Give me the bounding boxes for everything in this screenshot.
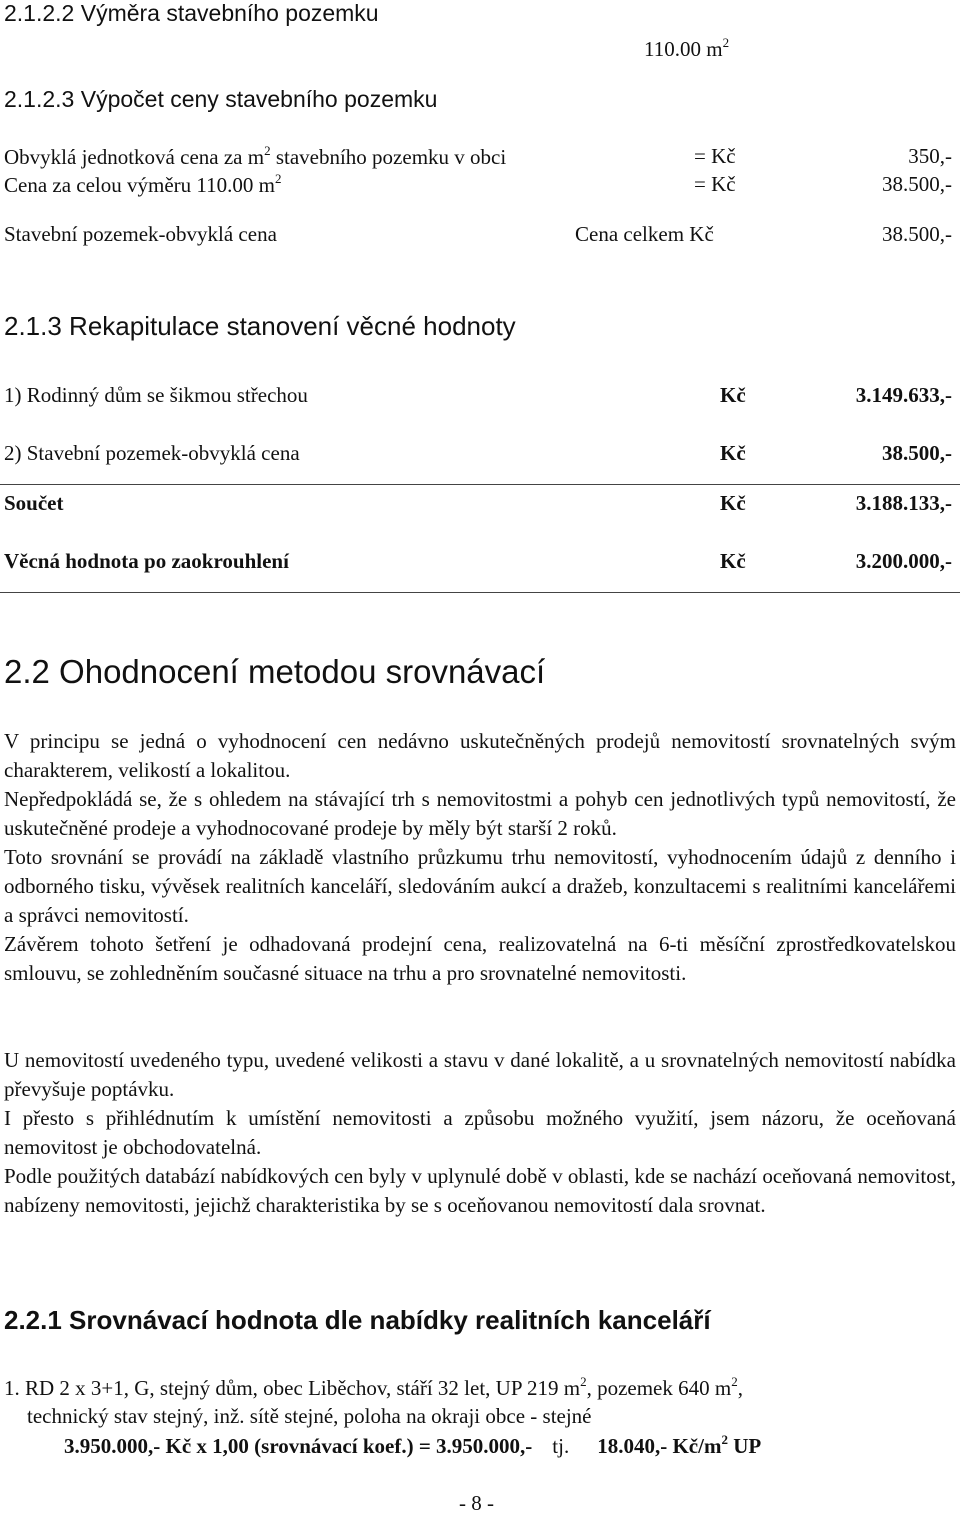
recap-row-house-value: 3.149.633,-	[855, 383, 952, 407]
recap-rounded-value: 3.200.000,-	[855, 549, 952, 573]
area-price-currency: = Kč	[694, 172, 736, 196]
page-number: - 8 -	[459, 1491, 494, 1515]
area-price-value: 38.500,-	[882, 172, 952, 196]
recap-row-house-currency: Kč	[720, 383, 746, 407]
section-heading-2-1-2-2: 2.1.2.2 Výměra stavebního pozemku	[4, 0, 379, 26]
paragraph-marketability: I přesto s přihlédnutím k umístění nemovitosti a způsobu možného využití, jsem názoru, že oceňovaná nemovitost je obchodovatelná.	[4, 1106, 956, 1159]
recap-rounded-currency: Kč	[720, 549, 746, 573]
comparable-1-line-2: technický stav stejný, inž. sítě stejné, poloha na okraji obce - stejné	[27, 1404, 592, 1428]
section-heading-2-1-2-3: 2.1.2.3 Výpočet ceny stavebního pozemku	[4, 86, 438, 112]
paragraph-principle: V principu se jedná o vyhodnocení cen nedávno uskutečněných prodejů nemovitostí srovnatelných svým charakterem, velikostí a lokalitou.	[4, 729, 956, 782]
recap-rounded-label: Věcná hodnota po zaokrouhlení	[4, 549, 289, 573]
area-price-label: Cena za celou výměru 110.00 $m^2$	[4, 171, 282, 197]
land-total-value: 38.500,-	[882, 222, 952, 246]
recap-row-house-label: 1) Rodinný dům se šikmou střechou	[4, 383, 308, 407]
divider-line	[0, 484, 960, 485]
land-area-value: 110.00 $m^2$	[644, 35, 730, 61]
recap-row-land-label: 2) Stavební pozemek-obvyklá cena	[4, 441, 300, 465]
section-heading-2-2-1: 2.2.1 Srovnávací hodnota dle nabídky realitních kanceláří	[4, 1305, 711, 1335]
recap-sum-value: 3.188.133,-	[855, 491, 952, 515]
section-heading-2-2: 2.2 Ohodnocení metodou srovnávací	[4, 653, 546, 690]
land-total-label: Stavební pozemek-obvyklá cena	[4, 222, 277, 246]
paragraph-assumption: Nepředpokládá se, že s ohledem na stávající trh s nemovitostmi a pohyb cen jednotlivých typů nemovitostí, že uskutečněné prodeje a vyhodnocované prodeje by měly být starší 2 roků.	[4, 787, 956, 840]
recap-sum-currency: Kč	[720, 491, 746, 515]
comparable-1-calculation: 3.950.000,- Kč x 1,00 (srovnávací koef.) = 3.950.000,- tj. 18.040,- $Kč/m^2$ UP	[64, 1432, 762, 1458]
paragraph-method: Toto srovnání se provádí na základě vlastního průzkumu trhu nemovitostí, vyhodnocením údajů z denního i odborného tisku, vývěsek realitních kanceláří, sledováním aukcí a dražeb, konzultacemi s realitními kancelářemi a správci nemovitostí.	[4, 845, 956, 927]
recap-row-land-value: 38.500,-	[882, 441, 952, 465]
section-heading-2-1-3: 2.1.3 Rekapitulace stanovení věcné hodnoty	[4, 311, 516, 341]
recap-row-land-currency: Kč	[720, 441, 746, 465]
unit-price-currency: = Kč	[694, 144, 736, 168]
divider-line	[0, 592, 960, 593]
paragraph-conclusion: Závěrem tohoto šetření je odhadovaná prodejní cena, realizovatelná na 6-ti měsíční zprostředkovatelskou smlouvu, se zohledněním současné situace na trhu a pro srovnatelné nemovitosti.	[4, 932, 956, 985]
unit-price-value: 350,-	[908, 144, 952, 168]
recap-sum-label: Součet	[4, 491, 64, 515]
comparable-1-line-1: 1. RD 2 x 3+1, G, stejný dům, obec Liběchov, stáří 32 let, UP 219 $m^2$, pozemek 640 $m^2$,	[4, 1374, 743, 1400]
land-total-mid-label: Cena celkem Kč	[575, 222, 714, 246]
unit-price-label: Obvyklá jednotková cena za $m^2$ stavebního pozemku v obci	[4, 143, 507, 169]
paragraph-supply-demand: U nemovitostí uvedeného typu, uvedené velikosti a stavu v dané lokalitě, a u srovnatelných nemovitostí nabídka převyšuje poptávku.	[4, 1048, 956, 1101]
paragraph-databases: Podle použitých databází nabídkových cen byly v uplynulé době v oblasti, kde se nachází oceňovaná nemovitost, nabízeny nemovitosti, jejichž charakteristika by se s oceňovanou nemovitostí dala srovnat.	[4, 1164, 956, 1217]
